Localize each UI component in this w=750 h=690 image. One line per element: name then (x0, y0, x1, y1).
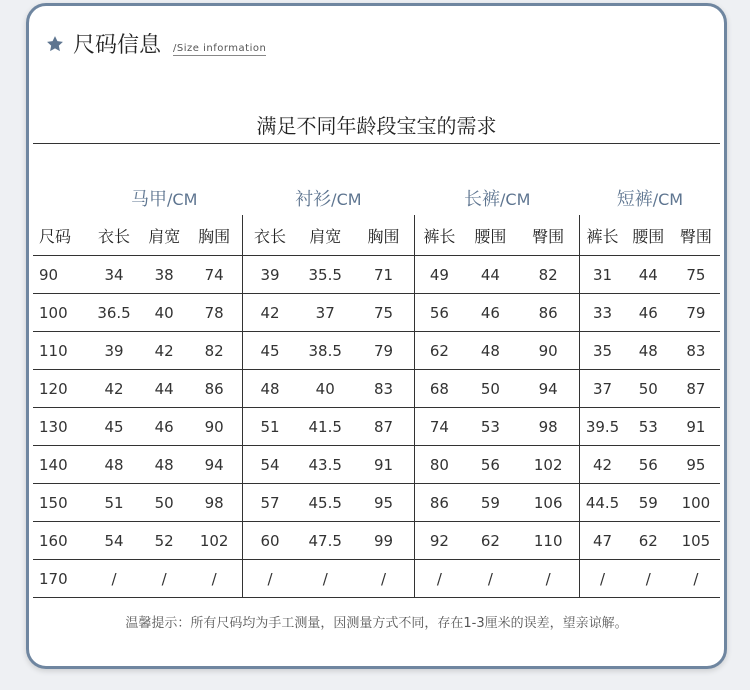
measure-cell: 75 (672, 256, 720, 294)
measure-cell: 56 (464, 446, 517, 484)
size-table-wrapper (33, 174, 720, 598)
measure-cell: 59 (625, 484, 672, 522)
measure-cell: 90 (187, 408, 242, 446)
measure-cell: 42 (142, 332, 187, 370)
measure-cell: 46 (625, 294, 672, 332)
page-title: 尺码信息 (73, 33, 162, 58)
measure-cell: 57 (242, 484, 297, 522)
table-row (33, 294, 720, 332)
measure-cell: 82 (517, 256, 580, 294)
measure-cell: 44 (625, 256, 672, 294)
measure-cell: 50 (625, 370, 672, 408)
measure-cell: 37 (298, 294, 353, 332)
measure-cell: 86 (517, 294, 580, 332)
measure-cell: 47 (580, 522, 625, 560)
group-header-row (33, 174, 720, 215)
measure-cell: 105 (672, 522, 720, 560)
size-info-card (26, 3, 727, 669)
measure-cell: 31 (580, 256, 625, 294)
measure-cell: / (464, 560, 517, 598)
measure-cell: 54 (242, 446, 297, 484)
group-name: 衬衫 (295, 189, 332, 210)
size-cell: 150 (33, 484, 86, 522)
group-header (415, 174, 580, 215)
measure-cell: 62 (464, 522, 517, 560)
measure-cell: 106 (517, 484, 580, 522)
measure-cell: 33 (580, 294, 625, 332)
column-header-row (33, 215, 720, 256)
measure-cell: 98 (517, 408, 580, 446)
measure-cell: 91 (672, 408, 720, 446)
measure-cell: 45.5 (298, 484, 353, 522)
measure-cell: 110 (517, 522, 580, 560)
group-name: 马甲 (131, 189, 168, 210)
measure-cell: 74 (415, 408, 464, 446)
measure-cell: 51 (86, 484, 141, 522)
group-unit: /CM (500, 190, 531, 209)
measure-cell: / (187, 560, 242, 598)
column-header: 肩宽 (298, 215, 353, 256)
column-header: 尺码 (33, 215, 86, 256)
measure-cell: 86 (187, 370, 242, 408)
column-header: 臀围 (672, 215, 720, 256)
group-unit: /CM (331, 190, 362, 209)
measure-cell: 78 (187, 294, 242, 332)
measure-cell: 44.5 (580, 484, 625, 522)
group-header (580, 174, 720, 215)
size-cell: 140 (33, 446, 86, 484)
measure-cell: 50 (464, 370, 517, 408)
measure-cell: / (242, 560, 297, 598)
measure-cell: 42 (242, 294, 297, 332)
measure-cell: 102 (187, 522, 242, 560)
size-table (33, 174, 720, 598)
measure-cell: 37 (580, 370, 625, 408)
measure-cell: 102 (517, 446, 580, 484)
measure-cell: 47.5 (298, 522, 353, 560)
measure-cell: / (580, 560, 625, 598)
measure-cell: 83 (672, 332, 720, 370)
measure-cell: 44 (464, 256, 517, 294)
measure-cell: 87 (353, 408, 415, 446)
measure-cell: 46 (464, 294, 517, 332)
measure-cell: 39.5 (580, 408, 625, 446)
measure-cell: 42 (580, 446, 625, 484)
group-unit: /CM (652, 190, 684, 209)
column-header: 腰围 (464, 215, 517, 256)
divider (33, 143, 720, 144)
table-row (33, 522, 720, 560)
section-heading: 满足不同年龄段宝宝的需求 (256, 114, 497, 138)
column-header: 胸围 (187, 215, 242, 256)
measure-cell: 40 (298, 370, 353, 408)
measure-cell: 59 (464, 484, 517, 522)
measure-cell: 35 (580, 332, 625, 370)
measure-cell: 51 (242, 408, 297, 446)
measure-cell: 95 (672, 446, 720, 484)
size-cell: 100 (33, 294, 86, 332)
measure-cell: 91 (353, 446, 415, 484)
measure-cell: 43.5 (298, 446, 353, 484)
measure-cell: 48 (464, 332, 517, 370)
measure-cell: 53 (464, 408, 517, 446)
measure-cell: 80 (415, 446, 464, 484)
table-row (33, 370, 720, 408)
table-row (33, 332, 720, 370)
measure-cell: 48 (86, 446, 141, 484)
measure-cell: / (517, 560, 580, 598)
measure-cell: 79 (672, 294, 720, 332)
measure-cell: 36.5 (86, 294, 141, 332)
measure-cell: 48 (242, 370, 297, 408)
measure-cell: 86 (415, 484, 464, 522)
measure-cell: 99 (353, 522, 415, 560)
measure-cell: 48 (142, 446, 187, 484)
measure-cell: 94 (187, 446, 242, 484)
measure-cell: 60 (242, 522, 297, 560)
table-row (33, 408, 720, 446)
measure-cell: 50 (142, 484, 187, 522)
group-name: 短裤 (616, 189, 653, 210)
measure-cell: 42 (86, 370, 141, 408)
column-header: 胸围 (353, 215, 415, 256)
table-row (33, 560, 720, 598)
measure-cell: 95 (353, 484, 415, 522)
measure-cell: / (625, 560, 672, 598)
measure-cell: / (353, 560, 415, 598)
column-header: 裤长 (415, 215, 464, 256)
column-header: 臀围 (517, 215, 580, 256)
column-header: 裤长 (580, 215, 625, 256)
column-header: 肩宽 (142, 215, 187, 256)
measure-cell: 48 (625, 332, 672, 370)
measure-cell: 38 (142, 256, 187, 294)
measure-cell: 82 (187, 332, 242, 370)
tip-note: 温馨提示：所有尺码均为手工测量，因测量方式不同，存在1-3厘米的误差，望亲谅解。 (125, 616, 628, 631)
size-cell: 130 (33, 408, 86, 446)
measure-cell: 92 (415, 522, 464, 560)
measure-cell: 35.5 (298, 256, 353, 294)
column-header: 腰围 (625, 215, 672, 256)
table-row (33, 446, 720, 484)
column-header: 衣长 (86, 215, 141, 256)
size-cell: 110 (33, 332, 86, 370)
measure-cell: / (415, 560, 464, 598)
group-name: 长裤 (464, 189, 501, 210)
group-header-blank (33, 174, 86, 215)
measure-cell: 39 (86, 332, 141, 370)
measure-cell: 45 (242, 332, 297, 370)
measure-cell: 34 (86, 256, 141, 294)
measure-cell: 62 (415, 332, 464, 370)
measure-cell: 74 (187, 256, 242, 294)
measure-cell: 38.5 (298, 332, 353, 370)
measure-cell: / (142, 560, 187, 598)
measure-cell: 40 (142, 294, 187, 332)
measure-cell: 87 (672, 370, 720, 408)
measure-cell: 75 (353, 294, 415, 332)
measure-cell: / (298, 560, 353, 598)
star-icon (45, 34, 65, 54)
group-header (242, 174, 415, 215)
measure-cell: 41.5 (298, 408, 353, 446)
table-row (33, 484, 720, 522)
size-cell: 90 (33, 256, 86, 294)
measure-cell: 49 (415, 256, 464, 294)
measure-cell: 83 (353, 370, 415, 408)
measure-cell: 52 (142, 522, 187, 560)
measure-cell: 56 (625, 446, 672, 484)
table-row (33, 256, 720, 294)
measure-cell: 53 (625, 408, 672, 446)
measure-cell: 56 (415, 294, 464, 332)
measure-cell: 71 (353, 256, 415, 294)
page-subtitle: /Size information (173, 43, 267, 54)
column-header: 衣长 (242, 215, 297, 256)
size-cell: 160 (33, 522, 86, 560)
measure-cell: 54 (86, 522, 141, 560)
measure-cell: / (86, 560, 141, 598)
measure-cell: 45 (86, 408, 141, 446)
measure-cell: 100 (672, 484, 720, 522)
measure-cell: 94 (517, 370, 580, 408)
measure-cell: 39 (242, 256, 297, 294)
measure-cell: / (672, 560, 720, 598)
section-header (45, 32, 266, 60)
size-cell: 120 (33, 370, 86, 408)
measure-cell: 79 (353, 332, 415, 370)
size-cell: 170 (33, 560, 86, 598)
group-unit: /CM (167, 190, 198, 209)
measure-cell: 46 (142, 408, 187, 446)
measure-cell: 98 (187, 484, 242, 522)
measure-cell: 62 (625, 522, 672, 560)
group-header (86, 174, 242, 215)
measure-cell: 90 (517, 332, 580, 370)
measure-cell: 68 (415, 370, 464, 408)
measure-cell: 44 (142, 370, 187, 408)
